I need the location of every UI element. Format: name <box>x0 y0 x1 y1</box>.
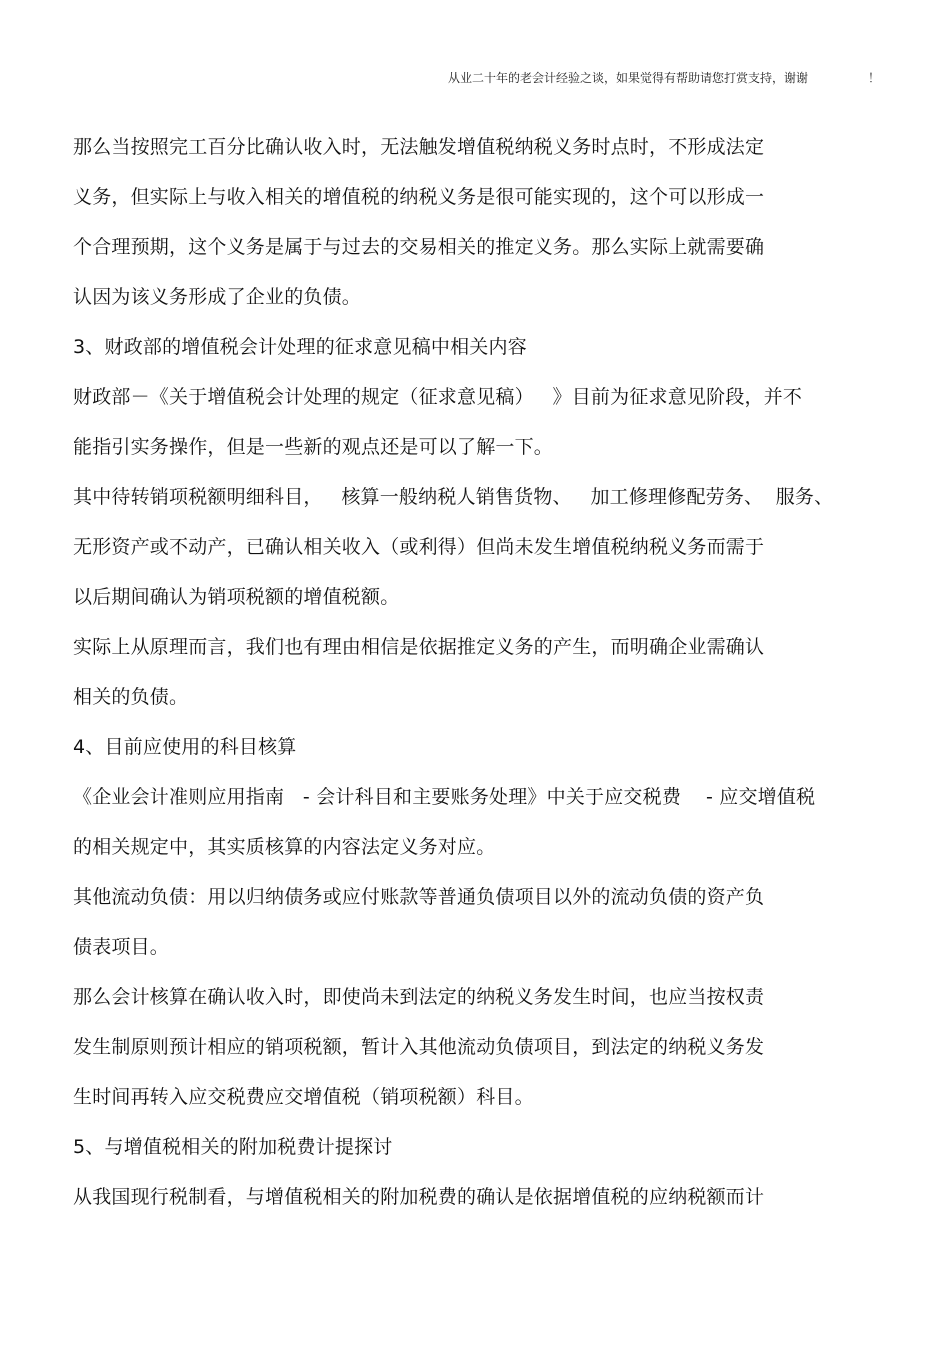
paragraph-line: 债表项目。 <box>73 936 170 958</box>
paragraph-line: 那么会计核算在确认收入时，即使尚未到法定的纳税义务发生时间，也应当按权责 <box>73 986 765 1008</box>
paragraph-line: 认因为该义务形成了企业的负债。 <box>73 286 362 308</box>
paragraph-line: 相关的负债。 <box>73 686 189 708</box>
paragraph-line: 那么当按照完工百分比确认收入时，无法触发增值税纳税义务时点时，不形成法定 <box>73 136 765 158</box>
header-note-end: ！ <box>867 71 880 85</box>
paragraph-line: 能指引实务操作，但是一些新的观点还是可以了解一下。 <box>73 436 554 458</box>
section-heading: 5、与增值税相关的附加税费计提探讨 <box>73 1136 393 1158</box>
paragraph-line: 义务，但实际上与收入相关的增值税的纳税义务是很可能实现的，这个可以形成一 <box>73 186 765 208</box>
header-note-text: 从业二十年的老会计经验之谈，如果觉得有帮助请您打赏支持，谢谢 <box>447 71 808 85</box>
paragraph-line: 其他流动负债：用以归纳债务或应付账款等普通负债项目以外的流动负债的资产负 <box>73 886 765 908</box>
paragraph-line: 从我国现行税制看，与增值税相关的附加税费的确认是依据增值税的应纳税额而计 <box>73 1186 765 1208</box>
paragraph-line: 生时间再转入应交税费应交增值税（销项税额）科目。 <box>73 1086 534 1108</box>
paragraph-line: 发生制原则预计相应的销项税额，暂计入其他流动负债项目，到法定的纳税义务发 <box>73 1036 765 1058</box>
paragraph-line: 实际上从原理而言，我们也有理由相信是依据推定义务的产生，而明确企业需确认 <box>73 636 765 658</box>
header-note <box>448 70 880 86</box>
paragraph-line: 的相关规定中，其实质核算的内容法定义务对应。 <box>73 836 496 858</box>
paragraph-line: 无形资产或不动产，已确认相关收入（或利得）但尚未发生增值税纳税义务而需于 <box>73 536 765 558</box>
paragraph-line: 个合理预期，这个义务是属于与过去的交易相关的推定义务。那么实际上就需要确 <box>73 236 765 258</box>
paragraph-line: 其中待转销项税额明细科目， 核算一般纳税人销售货物、 加工修理修配劳务、 服务、 <box>73 486 834 508</box>
document-body <box>73 122 913 1222</box>
paragraph-line: 《企业会计准则应用指南 - 会计科目和主要账务处理》中关于应交税费 - 应交增值税 <box>73 786 816 808</box>
section-heading: 3、财政部的增值税会计处理的征求意见稿中相关内容 <box>73 336 527 358</box>
section-heading: 4、目前应使用的科目核算 <box>73 736 297 758</box>
paragraph-line: 以后期间确认为销项税额的增值税额。 <box>73 586 400 608</box>
paragraph-line: 财政部－《关于增值税会计处理的规定（征求意见稿） 》目前为征求意见阶段，并不 <box>73 386 803 408</box>
